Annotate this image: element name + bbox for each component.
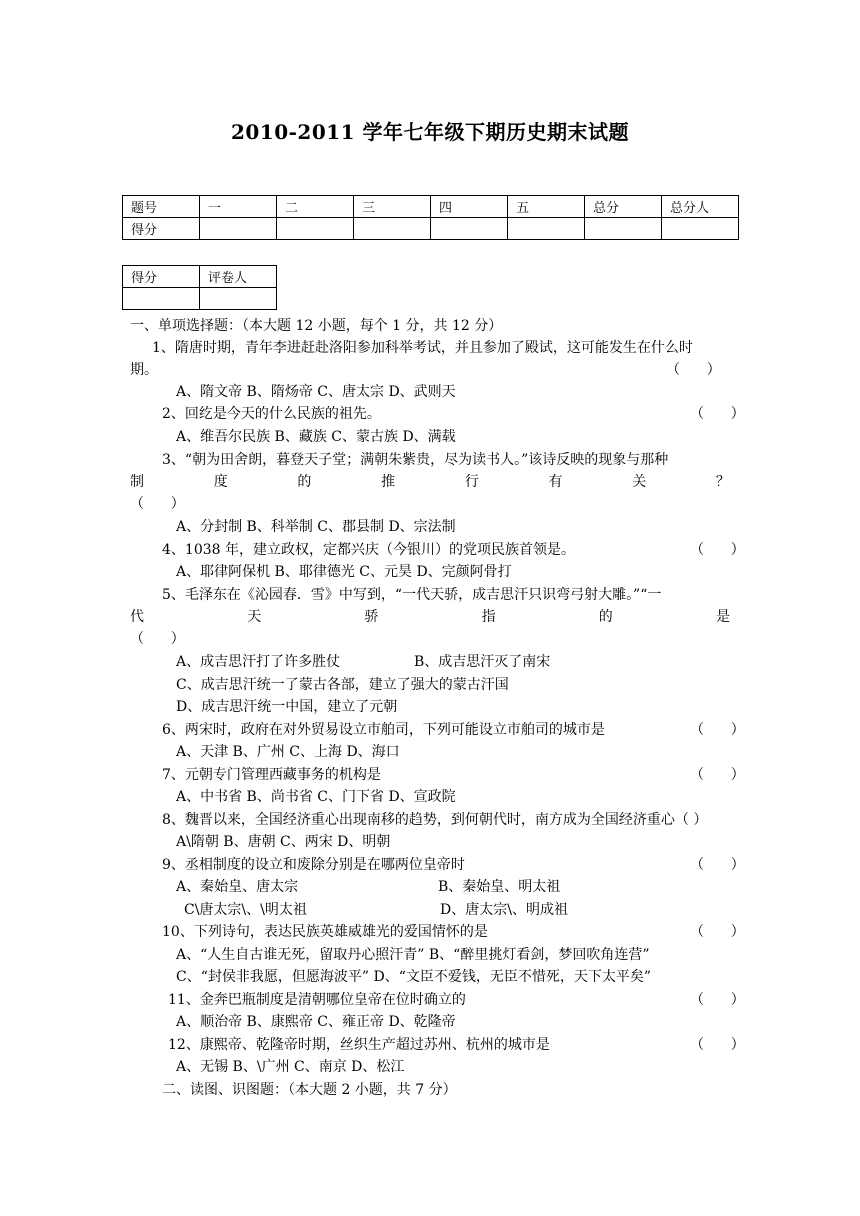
q1-options: A、隋文帝 B、隋炀帝 C、唐太宗 D、武则天 [176,384,456,400]
answer-paren: （ ） [690,767,745,783]
answer-paren: （ ） [690,406,745,422]
q10-text: 10、下列诗句，表达民族英雄威雄光的爱国情怀的是 [162,924,488,940]
score-cell [200,218,277,240]
score-header-row [123,196,739,218]
answer-paren: （ ） [690,722,745,738]
q9-option-d: D、唐太宗\、明成祖 [440,902,568,918]
q8-text: 8、魏晋以来，全国经济重心出现南移的趋势，到何朝代时，南方成为全国经济重心（ ） [162,812,708,828]
q11-options: A、顺治帝 B、康熙帝 C、雍正帝 D、乾隆帝 [176,1014,456,1030]
q12-text: 12、康熙帝、乾隆帝时期，丝织生产超过苏州、杭州的城市是 [168,1037,550,1053]
q8-options: A\隋朝 B、唐朝 C、两宋 D、明朝 [176,834,391,850]
score-cell [662,218,739,240]
answer-paren: （ ） [130,631,185,647]
q10-options-cd: C、“封侯非我愿，但愿海波平” D、“文臣不爱钱，无臣不惜死，天下太平矣” [176,969,652,985]
q5-option-a: A、成吉思汗打了许多胜仗 [176,654,341,670]
q5-text-spread: 代 天 骄 指 的 是 [130,609,730,625]
score-header-cell: 一 [200,196,277,218]
score-cell [277,218,354,240]
q6-options: A、天津 B、广州 C、上海 D、海口 [176,744,400,760]
score-cell [431,218,508,240]
score-header-cell: 三 [354,196,431,218]
answer-paren: （ ） [690,992,745,1008]
score-header-cell: 四 [431,196,508,218]
answer-paren: （ ） [666,362,721,378]
score-row [123,218,739,240]
section-1-heading: 一、单项选择题：（本大题 12 小题，每个 1 分，共 12 分） [130,318,503,334]
q10-options-ab: A、“人生自古谁无死，留取丹心照汗青” B、“醉里挑灯看剑，梦回吹角连营” [176,947,650,963]
q5-option-b: B、成吉思汗灭了南宋 [414,654,551,670]
q2-options: A、维吾尔民族 B、藏族 C、蒙古族 D、满载 [176,429,456,445]
q4-options: A、耶律阿保机 B、耶律德光 C、元昊 D、完颜阿骨打 [176,564,512,580]
score-header-cell: 题号 [123,196,200,218]
grader-table [122,265,277,310]
answer-paren: （ ） [690,924,745,940]
q6-text: 6、两宋时，政府在对外贸易设立市舶司，下列可能设立市舶司的城市是 [162,722,605,738]
q9-text: 9、丞相制度的设立和废除分别是在哪两位皇帝时 [162,857,465,873]
q5-text: 5、毛泽东在《沁园春．雪》中写到，“一代天骄，成吉思汗只识弯弓射大雕。”“一 [162,587,662,603]
q9-option-b: B、秦始皇、明太祖 [438,879,561,895]
q1-text: 1、隋唐时期，青年李进赶赴洛阳参加科举考试，并且参加了殿试，这可能发生在什么时 [152,340,693,356]
score-cell [354,218,431,240]
score-row-label: 得分 [123,218,200,240]
answer-paren: （ ） [690,1037,745,1053]
q4-text: 4、1038 年，建立政权，定都兴庆（今银川）的党项民族首领是。 [162,542,575,558]
page-title: 2010-2011 学年七年级下期历史期末试题 [230,120,630,144]
q1-text-cont: 期。 [130,362,158,378]
answer-paren: （ ） [690,857,745,873]
q11-text: 11、金奔巴瓶制度是清朝哪位皇帝在位时确立的 [168,992,466,1008]
score-header-cell: 总分 [585,196,662,218]
q9-option-c: C\唐太宗\、\明太祖 [184,902,307,918]
q3-options: A、分封制 B、科举制 C、郡县制 D、宗法制 [176,519,456,535]
q7-text: 7、元朝专门管理西藏事务的机构是 [162,767,381,783]
q5-option-d: D、成吉思汗统一中国，建立了元朝 [176,699,398,715]
answer-paren: （ ） [130,496,185,512]
q7-options: A、中书省 B、尚书省 C、门下省 D、宣政院 [176,789,456,805]
score-cell [585,218,662,240]
answer-paren: （ ） [690,542,745,558]
section-2-heading: 二、读图、识图题：（本大题 2 小题，共 7 分） [162,1082,457,1098]
grader-name-label: 评卷人 [200,266,277,288]
q3-text-spread: 制 度 的 推 行 有 关 ？ [130,474,730,490]
q3-text: 3、“朝为田舍朗，暮登天子堂；满朝朱紫贵，尽为读书人。”该诗反映的现象与那种 [162,452,669,468]
score-header-cell: 五 [508,196,585,218]
grader-score-label: 得分 [123,266,200,288]
q12-options: A、无锡 B、\广州 C、南京 D、松江 [176,1059,405,1075]
score-cell [508,218,585,240]
q2-text: 2、回纥是今天的什么民族的祖先。 [162,406,381,422]
grader-name-cell [200,288,277,310]
score-table [122,195,739,240]
grader-score-cell [123,288,200,310]
q9-option-a: A、秦始皇、唐太宗 [176,879,299,895]
score-header-cell: 二 [277,196,354,218]
score-header-cell: 总分人 [662,196,739,218]
q5-option-c: C、成吉思汗统一了蒙古各部，建立了强大的蒙古汗国 [176,677,509,693]
